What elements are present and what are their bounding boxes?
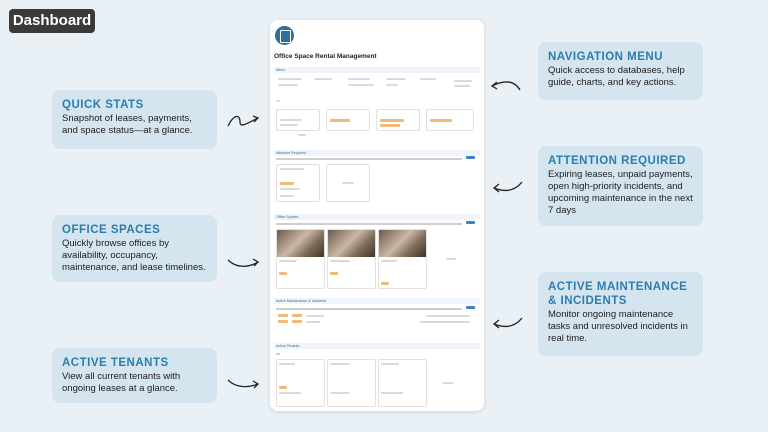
active-maintenance-desc: Monitor ongoing maintenance tasks and unresolved incidents in real time. — [548, 309, 688, 344]
active-tenants-card — [52, 348, 217, 403]
navigation-menu-arrow-icon — [488, 76, 524, 96]
quick-stats-title: QUICK STATS — [62, 99, 144, 111]
office-photo — [379, 230, 426, 257]
office-spaces-section: Office Spaces — [274, 214, 480, 220]
navigation-menu-desc: Quick access to databases, help guide, charts, and key actions. — [548, 65, 685, 88]
dashboard-badge: Dashboard — [9, 9, 95, 33]
dashboard-preview — [270, 20, 484, 411]
active-maintenance-arrow-icon — [490, 314, 526, 332]
active-tenants-section: Active Tenants — [274, 343, 480, 349]
office-photo — [328, 230, 375, 257]
office-spaces-card — [52, 215, 217, 282]
quick-stats-desc: Snapshot of leases, payments, and space status—at a glance. — [62, 113, 193, 136]
attention-required-section: Attention Required — [274, 150, 480, 156]
attention-required-title: ATTENTION REQUIRED — [548, 155, 686, 167]
office-photo — [277, 230, 324, 257]
active-maintenance-section: Active Maintenance & Incidents — [274, 298, 480, 304]
office-spaces-title: OFFICE SPACES — [62, 224, 161, 236]
office-spaces-arrow-icon — [226, 254, 262, 272]
preview-title: Office Space Rental Management — [274, 53, 377, 60]
navigation-menu-title: NAVIGATION MENU — [548, 51, 664, 63]
active-tenants-arrow-icon — [226, 374, 262, 392]
active-maintenance-card — [538, 272, 703, 356]
attention-required-arrow-icon — [490, 178, 526, 196]
active-maintenance-title: ACTIVE MAINTENANCE & INCIDENTS — [548, 281, 688, 307]
attention-required-card — [538, 146, 703, 226]
quick-stats-arrow-icon — [226, 110, 262, 130]
building-icon — [275, 26, 294, 45]
navigation-menu-card — [538, 42, 703, 100]
active-tenants-title: ACTIVE TENANTS — [62, 357, 169, 369]
office-spaces-desc: Quickly browse offices by availability, occupancy, maintenance, and lease timelines. — [62, 238, 206, 273]
menu-section: Menu — [274, 67, 480, 73]
quick-stats-card — [52, 90, 217, 149]
attention-required-desc: Expiring leases, unpaid payments, open high-priority incidents, and upcoming maintenance in the next 7 days — [548, 169, 693, 216]
active-tenants-desc: View all current tenants with ongoing leases at a glance. — [62, 371, 181, 394]
